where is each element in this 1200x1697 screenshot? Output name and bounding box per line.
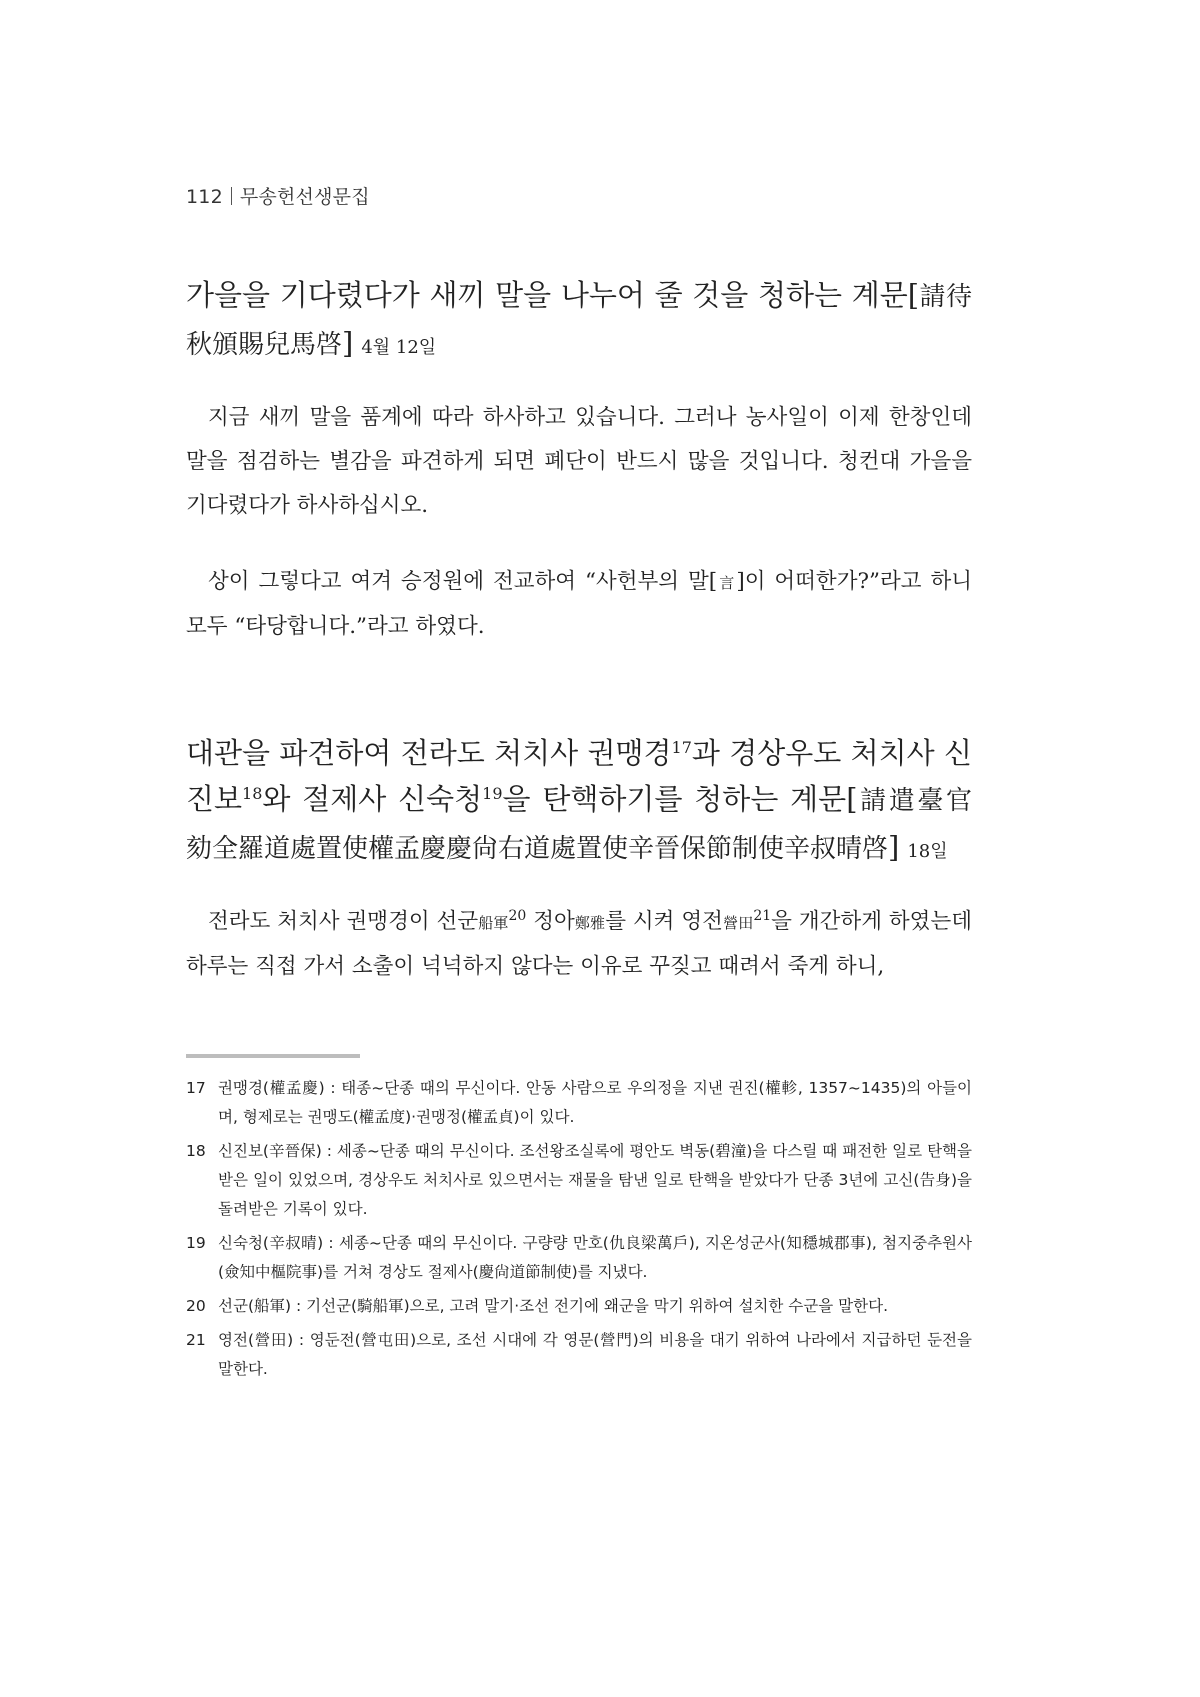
footnote-number: 18: [186, 1142, 206, 1160]
footnote-ref-21[interactable]: 21: [753, 908, 772, 924]
footnote-number: 20: [186, 1297, 206, 1315]
footnote-text: 영전(營田) : 영둔전(營屯田)으로, 조선 시대에 각 영문(營門)의 비용을 대기 위하여 나라에서 지급하던 둔전을 말한다.: [218, 1331, 972, 1378]
footnote-number: 19: [186, 1234, 206, 1252]
para2-text-b: ]이 어떠한가?”라고 하니 모두 “타당합니다.”라고 하였다.: [186, 569, 972, 639]
s2p-text-d: 을 개간하게 하였는데 하루는 직접 가서 소출이 넉넉하지 않다는 이유로 꾸짖고 때려서 죽게 하니,: [186, 909, 972, 979]
section-title-2: [186, 730, 972, 875]
s2p-text-c: 를 시켜 영전: [605, 909, 723, 934]
s2p-hanja-2: 鄭雅: [574, 914, 606, 932]
page-number: 112: [186, 186, 223, 208]
section-title-1-close: ]: [342, 326, 354, 360]
header-separator: [231, 187, 232, 205]
title2-close: ]: [888, 830, 900, 864]
footnote-text: 신진보(辛晉保) : 세종~단종 때의 무신이다. 조선왕조실록에 평안도 벽동(碧潼)을 다스릴 때 패전한 일로 탄핵을 받은 일이 있었으며, 경상우도 처치사로 있으면서는 재물을 탐낸 일로 탄핵을 받았다가 단종 3년에 고신(告身)을 돌려받은 기록이 있다.: [218, 1142, 972, 1218]
footnote-ref-20[interactable]: 20: [508, 908, 527, 924]
footnote-18: [186, 1137, 972, 1224]
para2-hanja: 言: [717, 574, 737, 592]
section-title-1: [186, 272, 972, 371]
footnote-ref-18[interactable]: 18: [242, 784, 263, 803]
footnote-text: 선군(船軍) : 기선군(騎船軍)으로, 고려 말기·조선 전기에 왜군을 막기 위하여 설치한 수군을 말한다.: [218, 1297, 889, 1315]
section1-paragraph-2: [186, 560, 972, 649]
s2p-text-b: 정아: [526, 909, 575, 934]
s2p-hanja-3: 營田: [722, 914, 754, 932]
title2-text-a: 대관을 파견하여 전라도 처치사 권맹경: [186, 736, 672, 770]
footnotes: [186, 1074, 972, 1389]
footnote-text: 권맹경(權孟慶) : 태종~단종 때의 무신이다. 안동 사람으로 우의정을 지낸 권진(權軫, 1357~1435)의 아들이며, 형제로는 권맹도(權孟度)·권맹정(權孟貞)이 있다.: [218, 1079, 972, 1126]
section-title-1-korean: 가을을 기다렸다가 새끼 말을 나누어 줄 것을 청하는 계문[: [186, 278, 920, 312]
footnote-ref-19[interactable]: 19: [482, 784, 503, 803]
section2-paragraph-1: [186, 900, 972, 989]
title2-text-b: 과 경상우도 처치사 신진보: [186, 736, 972, 816]
s2p-text-a: 전라도 처치사 권맹경이 선군: [208, 909, 479, 934]
footnote-19: [186, 1229, 972, 1287]
section-title-1-hanja: 請待秋頒賜兒馬啓: [186, 282, 972, 360]
section-title-1-date: 4월 12일: [361, 337, 437, 358]
footnote-divider: [186, 1054, 360, 1058]
title2-text-c: 와 절제사 신숙청: [262, 782, 483, 816]
footnote-17: [186, 1074, 972, 1132]
page-header: [186, 182, 370, 209]
footnote-text: 신숙청(辛叔晴) : 세종~단종 때의 무신이다. 구량량 만호(仇良梁萬戶), 지온성군사(知穩城郡事), 첨지중추원사(僉知中樞院事)를 거쳐 경상도 절제사(慶尙道節制使)를 지냈다.: [218, 1234, 972, 1281]
s2p-hanja-1: 船軍: [478, 914, 509, 932]
footnote-number: 21: [186, 1331, 206, 1349]
title2-date: 18일: [907, 841, 948, 862]
title2-hanja: 請遣臺官 劾全羅道處置使權孟慶慶尙右道處置使辛晉保節制使辛叔晴啓: [186, 786, 972, 864]
title2-text-d: 을 탄핵하기를 청하는 계문[: [502, 782, 858, 816]
para2-text-a: 상이 그렇다고 여겨 승정원에 전교하여 “사헌부의 말[: [208, 569, 718, 594]
footnote-20: [186, 1292, 972, 1321]
footnote-number: 17: [186, 1079, 206, 1097]
section1-paragraph-1: 지금 새끼 말을 품계에 따라 하사하고 있습니다. 그러나 농사일이 이제 한창인데 말을 점검하는 별감을 파견하게 되면 폐단이 반드시 많을 것입니다. 청컨대 가을을 기다렸다가 하사하십시오.: [186, 405, 972, 518]
book-title: 무송헌선생문집: [239, 186, 370, 208]
footnote-21: [186, 1326, 972, 1384]
footnote-ref-17[interactable]: 17: [671, 738, 692, 757]
